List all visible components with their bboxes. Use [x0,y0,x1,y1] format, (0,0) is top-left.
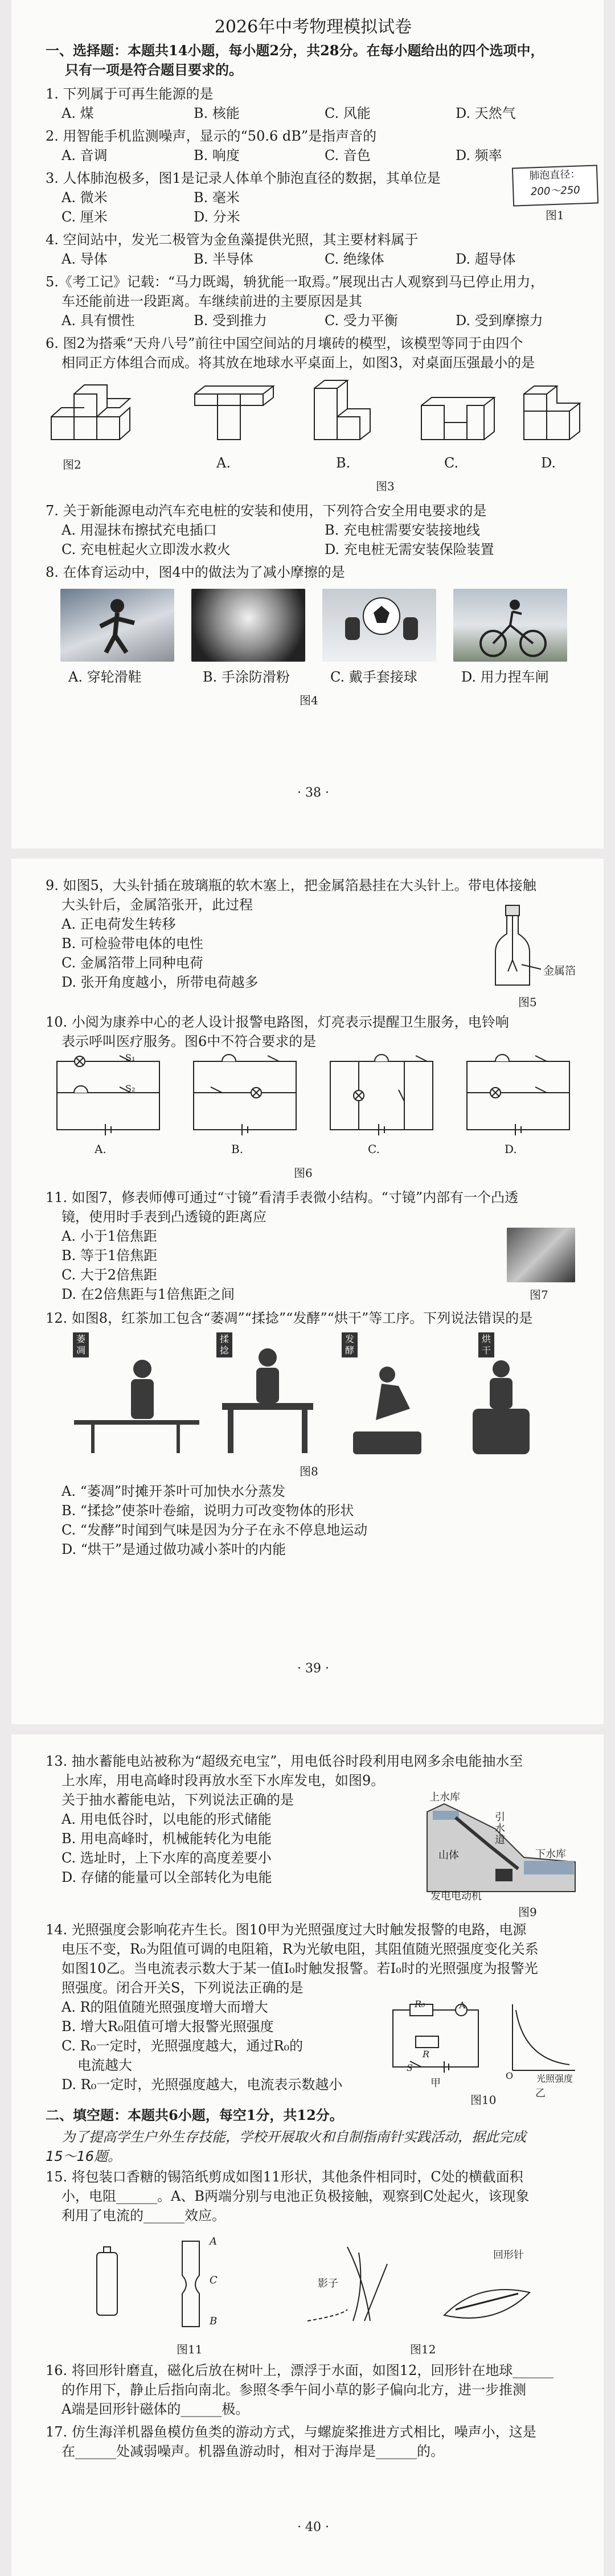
q12-option-b[interactable]: B. “揉捻”使茶叶卷縮，说明力可改变物体的形状 [62,1503,354,1519]
foil-end-a: A [210,2235,217,2247]
axis-light-label: 光照强度 [536,2073,573,2084]
fill-heading: 二、填空题：本题共6小题，每空1分，共12分。 [46,2107,343,2123]
question-10: 10. 小阅为康养中心的老人设计报警电路图，灯亮表示提醒卫生服务，电铃响 [46,1014,509,1030]
question-14-line-4: 照强度。闭合开关S，下列说法正确的是 [62,1980,304,1996]
figure-6-circuits [51,1056,587,1141]
q5-option-d[interactable]: D. 受到摩擦力 [456,313,543,329]
figure-10-sub-a: 甲 [430,2077,441,2089]
q6-option-d[interactable]: D. [541,455,556,471]
question-16-line-3: A端是回形针磁体的______极。 [62,2401,249,2417]
q14-option-d[interactable]: D. R₀一定时，光照强度越大，电流表示数越小 [62,2077,343,2093]
r-label: R [423,2049,430,2060]
question-16-line-2: 的作用下，静止后指向南北。参照冬季午间小草的影子偏向北方，进一步推测 [62,2382,526,2398]
football-icon [322,589,436,662]
choice-heading: 一、选择题：本题共14小题，每小题2分，共28分。在每小题给出的四个选项中， [46,42,544,59]
q11-option-a[interactable]: A. 小于1倍焦距 [62,1228,157,1244]
question-11-cont: 镜，使用时手表到凸透镜的距离应 [62,1209,266,1225]
question-7: 7. 关于新能源电动汽车充电桩的安装和使用，下列符合安全用电要求的是 [46,503,487,519]
page-number-38: · 38 · [297,786,329,800]
q3-option-b[interactable]: B. 毫米 [194,190,240,206]
question-5: 5.《考工记》记载：“马力既竭，辀犹能一取焉。”展现出古人观察到马已停止用力， [46,274,544,290]
question-15-line-2: 小，电阻______。A、B两端分别与电池正负极接触，观察到C处起火，该现象 [62,2188,530,2204]
generator-label: 发电电动机 [430,1890,482,1902]
q13-option-c[interactable]: C. 选址时，上下水库的高度差要小 [62,1850,272,1866]
question-17: 17. 仿生海洋机器鱼模仿鱼类的游动方式，与螺旋桨推进方式相比，噪声小，这是 [46,2424,536,2440]
q9-option-d[interactable]: D. 张开角度越小，所带电荷越多 [62,974,259,990]
tag-wither: 萎凋 [73,1332,89,1357]
q13-option-d[interactable]: D. 存储的能量可以全部转化为电能 [62,1869,272,1885]
q4-option-c[interactable]: C. 绝缘体 [325,251,384,267]
figure-10-circuit [393,2004,478,2073]
figure-2-3-blocks [46,383,581,457]
question-14-line-3: 如图10乙。当电流表示数大于某一值I₀时触发报警。若I₀时的光照强度为报警光 [62,1960,538,1976]
question-5-cont: 车还能前进一段距离。车继续前进的主要原因是其 [62,293,362,309]
question-1: 1. 下列属于可再生能源的是 [46,86,214,102]
foil-point-c: C [210,2274,218,2286]
q7-option-b[interactable]: B. 充电桩需要安装接地线 [325,522,480,538]
skater-icon [60,589,174,662]
switch-label: S [407,2062,413,2073]
question-11: 11. 如图7，修表师傅可通过“寸镜”看清手表微小结构。“寸镜”内部有一个凸透 [46,1189,519,1205]
figure-12-caption: 图12 [410,2343,436,2356]
figure-3-option-b [314,380,370,440]
label-s1-a: S₁ [125,1052,136,1063]
question-6: 6. 图2为搭乘“天舟八号”前往中国空间站的月壤砖的模型，该模型等同于由四个 [46,335,523,351]
figure-3-caption: 图3 [376,479,395,493]
question-10-cont: 表示呼叫医疗服务。图6中不符合要求的是 [62,1033,317,1049]
exam-page-39 [11,859,604,1724]
tag-dry: 烘干 [478,1332,494,1357]
figure-9-caption: 图9 [518,1905,537,1919]
q13-option-b[interactable]: B. 用电高峰时，机械能转化为电能 [62,1831,272,1847]
figure-1-caption: 图1 [546,208,564,222]
question-9-cont: 大头针后，金属箔张开，此过程 [62,897,253,913]
figure-5-caption: 图5 [518,995,537,1009]
exam-title: 2026年中考物理模拟试卷 [214,17,412,37]
circuit-a [57,1056,159,1135]
figure-11-caption: 图11 [177,2343,203,2356]
q3-option-a[interactable]: A. 微米 [62,190,108,206]
shadow-label: 影子 [318,2278,338,2290]
note-value: 200～250 [530,184,581,198]
tag-roll: 揉捻 [216,1332,232,1357]
q10-option-d[interactable]: D. [505,1142,517,1156]
q5-option-b[interactable]: B. 受到推力 [194,313,267,329]
chalk-hand-photo [191,589,305,662]
q6-option-a[interactable]: A. [216,455,231,471]
tag-ferment: 发酵 [342,1332,358,1357]
q14-option-a[interactable]: A. R的阻值随光照强度增大而增大 [62,1999,268,2015]
note-label: 肺泡直径： [529,168,581,182]
question-14: 14. 光照强度会影响花卉生长。图10甲为光照强度过大时触发报警的电路，电源 [46,1922,527,1938]
upper-reservoir-label: 上水库 [429,1791,460,1803]
q4-option-d[interactable]: D. 超导体 [456,251,516,267]
question-15: 15. 将包装口香糖的锡箔纸剪成如图11形状，其他条件相同时，C处的横截面积 [46,2169,523,2185]
question-17-line-2: 在______处减弱噪声。机器鱼游动时，相对于海岸是______的。 [62,2443,444,2459]
q11-option-c[interactable]: C. 大于2倍焦距 [62,1267,158,1283]
question-4: 4. 空间站中，发光二极管为金鱼藻提供光照，其主要材料属于 [46,232,419,248]
q5-option-c[interactable]: C. 受力平衡 [325,313,398,329]
foil-label: 金属箔 [543,965,576,977]
origin-label: O [506,2070,514,2081]
q5-option-a[interactable]: A. 具有惯性 [62,313,135,329]
figure-10-caption: 图10 [470,2093,497,2107]
q7-option-a[interactable]: A. 用湿抹布擦拭充电插口 [62,522,217,538]
ammeter-label: A [459,2000,466,2011]
figure-5-bottle [490,905,581,991]
q8-option-b[interactable]: B. 手涂防滑粉 [203,669,290,685]
q9-option-c[interactable]: C. 金属箔带上同种电荷 [62,955,203,971]
q6-option-b[interactable]: B. [336,455,351,471]
figure-11-battery-foil [97,2241,199,2327]
circuit-b [194,1055,296,1135]
q13-option-a[interactable]: A. 用电低谷时，以电能的形式储能 [62,1811,272,1827]
page-number-40: · 40 · [297,2520,329,2534]
mountain-label: 山体 [438,1849,459,1861]
question-14-line-2: 电压不变，R₀为阻值可调的电阻箱，R为光敏电阻，其阻值随光照强度变化关系 [62,1941,539,1957]
q3-option-d[interactable]: D. 分米 [194,209,240,225]
question-13-stem: 关于抽水蓄能电站，下列说法正确的是 [62,1792,294,1808]
figure-8-caption: 图8 [300,1465,318,1478]
fill-intro: 为了提高学生户外生存技能，学校开展取火和自制指南针实践活动，据此完成 [62,2129,526,2145]
q6-option-c[interactable]: C. [444,455,459,471]
q1-option-a[interactable]: A. 煤 [62,105,94,121]
q10-option-a[interactable]: A. [95,1142,106,1156]
question-15-line-3: 利用了电流的______效应。 [62,2208,226,2224]
exam-page-38 [11,0,604,848]
q14-option-c[interactable]: C. R₀一定时，光照强度越大，通过R₀的 [62,2038,304,2054]
question-3: 3. 人体肺泡极多，图1是记录人体单个肺泡直径的数据，其单位是 [46,170,441,186]
circuit-d [467,1055,569,1135]
q2-option-d[interactable]: D. 频率 [456,147,502,163]
question-2: 2. 用智能手机监测噪声，显示的“50.6 dB”是指声音的 [46,128,377,144]
exam-page-40 [11,1734,604,2576]
circuit-c [330,1055,433,1135]
figure-6-caption: 图6 [294,1166,313,1180]
question-13: 13. 抽水蓄能电站被称为“超级充电宝”，用电低谷时段利用电网多余电能抽水至 [46,1753,523,1769]
q8-option-d[interactable]: D. 用力捏车闸 [461,669,549,685]
q10-option-c[interactable]: C. [368,1142,380,1156]
figure-4-caption: 图4 [300,694,318,707]
bicycle-icon [453,589,567,662]
q11-option-b[interactable]: B. 等于1倍焦距 [62,1248,158,1264]
question-12: 12. 如图8，红茶加工包含“萎凋”“揉捻”“发酵”“烘干”等工序。下列说法错误的是 [46,1310,533,1326]
figure-3-option-c [421,397,494,440]
paperclip-label: 回形针 [493,2249,524,2261]
q14-option-c-cont[interactable]: 电流越大 [77,2057,132,2073]
rollerskate-photo [60,589,174,662]
label-s2-a: S₂ [125,1083,136,1094]
q12-option-a[interactable]: A. “萎凋”时摊开茶叶可加快水分蒸发 [62,1483,286,1499]
choice-heading-2: 只有一项是符合题目要求的。 [65,61,243,78]
q3-option-c[interactable]: C. 厘米 [62,209,108,225]
q14-option-b[interactable]: B. 增大R₀阻值可增大报警光照强度 [62,2019,274,2034]
tea-workers [74,1348,530,1454]
penstock-label: 引水道 [495,1811,505,1846]
q8-option-c[interactable]: C. 戴手套接球 [330,669,417,685]
q1-option-c[interactable]: C. 风能 [325,105,371,121]
figure-3-option-a [195,386,273,440]
q4-option-b[interactable]: B. 半导体 [194,251,253,267]
figure-3-option-d [524,386,580,440]
q9-option-a[interactable]: A. 正电荷发生转移 [62,916,176,932]
q2-option-a[interactable]: A. 音调 [62,147,108,163]
q8-option-a[interactable]: A. 穿轮滑鞋 [68,669,142,685]
cyclist-photo [453,589,567,662]
question-16: 16. 将回形针磨直，磁化后放在树叶上，漂浮于水面，如图12，回形针在地球______ [46,2362,554,2378]
q1-option-b[interactable]: B. 核能 [194,105,240,121]
question-13-cont: 上水库，用电高峰时段再放水至下水库发电，如图9。 [62,1773,385,1789]
q2-option-b[interactable]: B. 响度 [194,147,240,163]
alveolus-note-card [512,165,598,206]
q7-option-d[interactable]: D. 充电桩无需安装保险装置 [325,542,494,557]
fill-intro-cont: 15～16题。 [46,2148,122,2164]
r0-label: R₀ [415,1999,425,2009]
q4-option-a[interactable]: A. 导体 [62,251,108,267]
q11-option-d[interactable]: D. 在2倍焦距与1倍焦距之间 [62,1286,235,1302]
q12-option-d[interactable]: D. “烘干”是通过做功减小茶叶的内能 [62,1541,286,1557]
q7-option-c[interactable]: C. 充电桩起火立即泼水救火 [62,542,231,557]
figure-10-sub-b: 乙 [535,2087,546,2099]
page-number-39: · 39 · [297,1662,329,1676]
q12-option-c[interactable]: C. “发酵”时闻到气味是因为分子在永不停息地运动 [62,1522,368,1538]
question-8: 8. 在体育运动中，图4中的做法为了减小摩擦的是 [46,564,345,580]
figure-2-caption: 图2 [63,458,81,471]
figure-10-graph [512,2004,575,2070]
q2-option-c[interactable]: C. 音色 [325,147,371,163]
watch-repair-photo [507,1228,575,1282]
question-9: 9. 如图5，大头针插在玻璃瓶的软木塞上，把金属箔悬挂在大头针上。带电体接触 [46,877,536,893]
figure-7-caption: 图7 [530,1288,548,1302]
foil-end-b: B [210,2315,218,2327]
q10-option-b[interactable]: B. [231,1142,244,1156]
q9-option-b[interactable]: B. 可检验带电体的电性 [62,936,203,951]
goalkeeper-photo [322,589,436,662]
q1-option-d[interactable]: D. 天然气 [456,105,516,121]
lower-reservoir-label: 下水库 [535,1848,566,1860]
question-6-cont: 相同正方体组合而成。将其放在地球水平桌面上，如图3，对桌面压强最小的是 [62,355,535,371]
figure-2-block-model [51,385,130,440]
figure-10-circuit-graph [387,2002,581,2082]
